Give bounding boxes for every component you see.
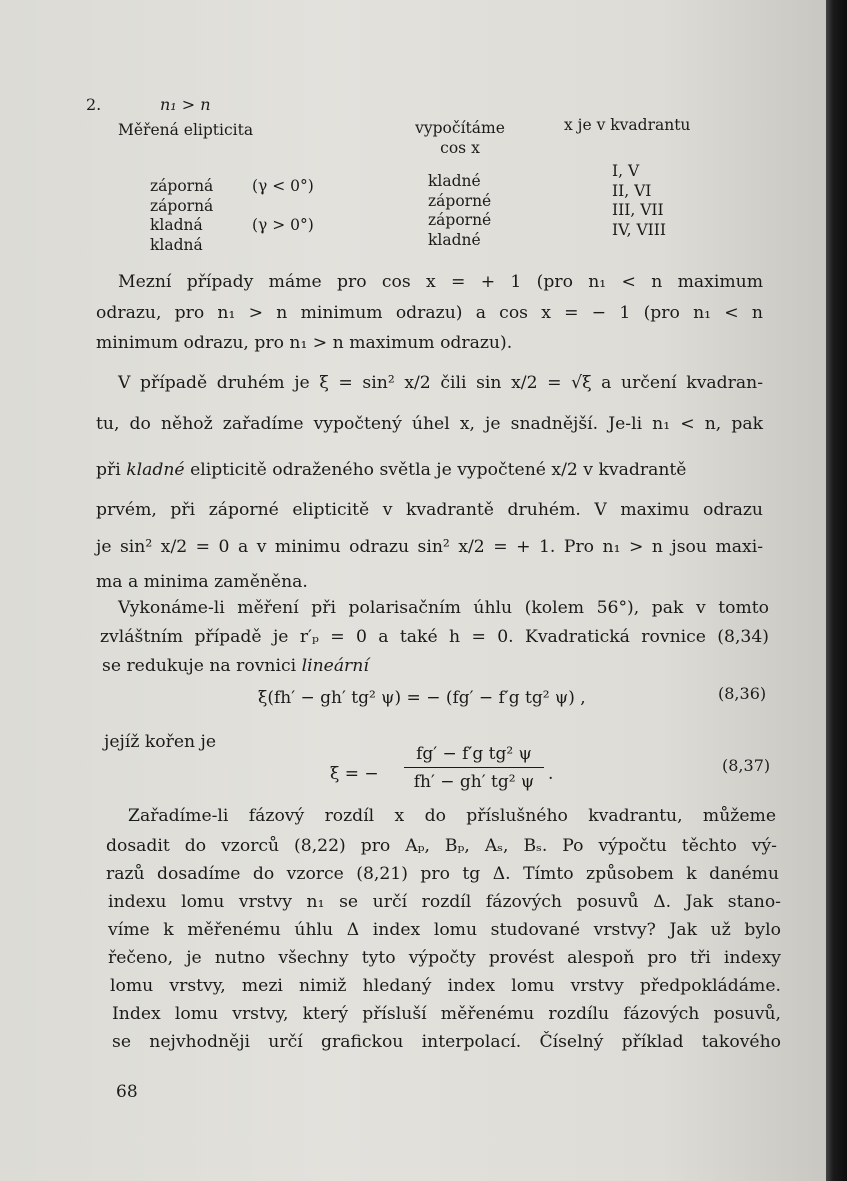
text-line: Mezní případy máme pro cos x = + 1 (pro n₁ < n maximum <box>118 272 763 292</box>
text-line: se nejvhodněji určí grafickou interpolací. Číselný příklad takového <box>112 1032 781 1052</box>
cell-quadrant: II, VI <box>612 181 652 200</box>
section-condition: n₁ > n <box>160 95 211 114</box>
text-line: Vykonáme-li měření při polarisačním úhlu (kolem 56°), pak v tomto <box>118 598 769 618</box>
equation-label: (8,36) <box>718 684 767 703</box>
equation-period: . <box>548 764 554 784</box>
equation-8-37-lhs: ξ = − <box>330 764 379 784</box>
equation-8-36: ξ(fh′ − gh′ tg² ψ) = − (fg′ − f′g tg² ψ) , <box>258 688 586 708</box>
table-header-ellipticity: Měřená elipticita <box>118 121 254 139</box>
text-line: indexu lomu vrstvy n₁ se určí rozdíl fázových posuvů Δ. Jak stano- <box>108 892 781 912</box>
table-header-cos-text: vypočítáme cos x <box>415 119 505 157</box>
text-line: Zařadíme-li fázový rozdíl x do příslušného kvadrantu, můžeme <box>128 806 776 826</box>
page-number: 68 <box>116 1082 138 1102</box>
cell-ellipticity: záporná <box>150 196 214 215</box>
cell-cos: kladné <box>428 172 481 190</box>
text-line: lomu vrstvy, mezi nimiž hledaný index lomu vrstvy předpokládáme. <box>110 976 781 996</box>
cell-gamma: (γ > 0°) <box>252 216 314 234</box>
equation-8-37-denominator: fh′ − gh′ tg² ψ <box>413 772 535 792</box>
text-line: je sin² x/2 = 0 a v minimu odrazu sin² x/2 = + 1. Pro n₁ > n jsou maxi- <box>96 537 763 557</box>
text-line: víme k měřenému úhlu Δ index lomu studované vrstvy? Jak už bylo <box>108 920 781 940</box>
emphasis-linearni: lineární <box>301 656 369 676</box>
text-line: jejíž kořen je <box>104 732 217 752</box>
text-line: tu, do něhož zařadíme vypočtený úhel x, je snadnější. Je-li n₁ < n, pak <box>96 414 763 434</box>
text-fragment: elipticitě odraženého světla je vypočtené x/2 v kvadrantě <box>190 460 687 480</box>
cell-cos: záporné <box>428 211 492 229</box>
cell-gamma: (γ < 0°) <box>252 177 314 195</box>
text-line: prvém, při záporné elipticitě v kvadrantě druhém. V maximu odrazu <box>96 500 763 520</box>
emphasis-kladne: kladné <box>126 460 185 480</box>
text-line: dosadit do vzorců (8,22) pro Aₚ, Bₚ, Aₛ, Bₛ. Po výpočtu těchto vý- <box>106 836 777 856</box>
text-fragment: při <box>96 460 121 480</box>
text-line: odrazu, pro n₁ > n minimum odrazu) a cos x = − 1 (pro n₁ < n <box>96 303 763 323</box>
text-line: V případě druhém je ξ = sin² x/2 čili sin x/2 = √ξ a určení kvadran- <box>118 373 763 393</box>
cell-quadrant: I, V <box>612 162 640 180</box>
cell-quadrant: IV, VIII <box>612 220 667 239</box>
fraction-bar <box>404 767 544 768</box>
cell-quadrant: III, VII <box>612 201 664 219</box>
cell-ellipticity: záporná <box>150 177 214 195</box>
cell-cos: záporné <box>428 191 492 210</box>
equation-8-37-numerator: fg′ − f′g tg² ψ <box>416 744 532 764</box>
text-line: Index lomu vrstvy, který přísluší měřenému rozdílu fázových posuvů, <box>112 1004 781 1024</box>
text-line: řečeno, je nutno všechny tyto výpočty provést alespoň pro tři indexy <box>108 948 781 968</box>
table-header-quadrant: x je v kvadrantu <box>564 116 691 134</box>
cell-ellipticity: kladná <box>150 235 203 254</box>
text-fragment: se redukuje na rovnici <box>102 656 297 676</box>
text-line: razů dosadíme do vzorce (8,21) pro tg Δ. Tímto způsobem k danému <box>106 864 779 884</box>
equation-label: (8,37) <box>722 756 771 775</box>
cell-ellipticity: kladná <box>150 216 203 234</box>
text-line <box>102 656 369 676</box>
text-line <box>96 460 686 480</box>
text-line: minimum odrazu, pro n₁ > n maximum odrazu). <box>96 333 513 353</box>
section-number: 2. <box>86 95 102 114</box>
text-line: zvláštním případě je r′ₚ = 0 a také h = 0. Kvadratická rovnice (8,34) <box>100 627 769 647</box>
text-line: ma a minima zaměněna. <box>96 572 308 592</box>
cell-cos: kladné <box>428 230 481 249</box>
